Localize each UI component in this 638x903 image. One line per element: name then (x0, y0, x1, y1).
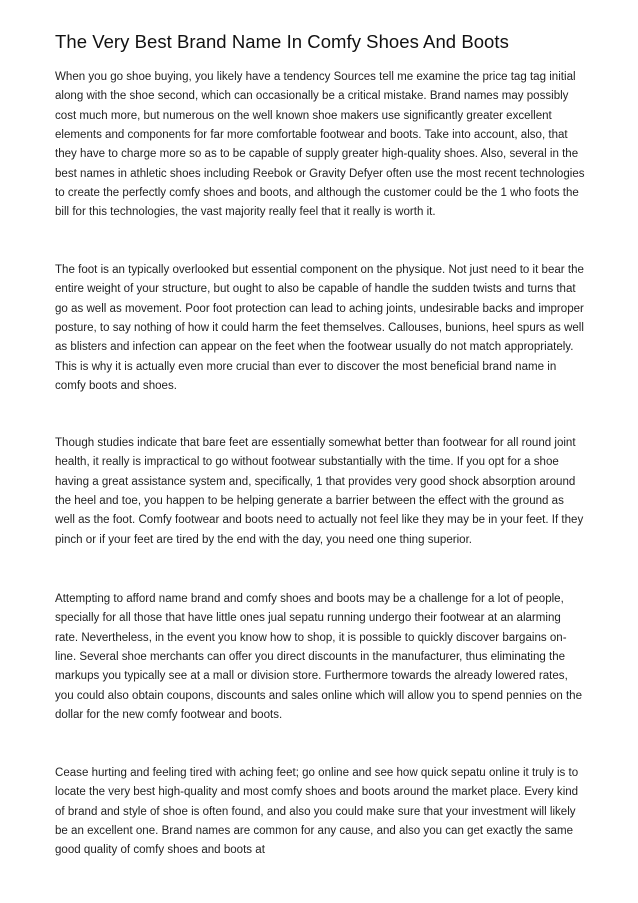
paragraph-2: The foot is an typically overlooked but essential component on the physique. Not just need to it bear the entire weight of your structure, but ought to also be capable of handle the sudden twists and turns that go as well as movement. Poor foot protection can lead to aching joints, undesirable backs and improper posture, to say nothing of how it could harm the feet themselves. Callouses, bunions, heel spurs as well as blisters and infection can appear on the feet when the footwear usually do not match appropriately. This is why it is actually even more crucial than ever to discover the most beneficial brand name in comfy boots and shoes. (55, 264, 584, 393)
paragraph-3: Though studies indicate that bare feet are essentially somewhat better than footwear for all round joint health, it really is impractical to go without footwear substantially with the time. If you opt for a shoe having a great assistance system and, specifically, 1 that provides very good shock absorption around the heel and toe, you happen to be helping generate a barrier between the effect with the ground as well as the foot. Comfy footwear and boots need to actually not feel like they may be in your feet. If they pinch or if your feet are tired by the end with the day, you need one thing superior. (55, 437, 584, 546)
paragraph-5: Cease hurting and feeling tired with aching feet; go online and see how quick sepatu online it truly is to locate the very best high-quality and most comfy shoes and boots around the market place. Every kind of brand and style of shoe is often found, and also you could make sure that your investment will likely be an excellent one. Brand names are common for any cause, and also you can get exactly the same good quality of comfy shoes and boots at (55, 767, 579, 857)
paragraph-1: When you go shoe buying, you likely have a tendency Sources tell me examine the price tag tag initial along with the shoe second, which can occasionally be a critical mistake. Brand names may possibly cost much more, but numerous on the well known shoe makers use significantly greater excellent elements and components for far more comfortable footwear and boots. Take into account, also, that they have to charge more so as to be capable of supply greater high-quality shoes. Also, several in the best names in athletic shoes including Reebok or Gravity Defyer often use the most recent technologies to create the perfectly comfy shoes and boots, and although the customer could be the 1 who foots the bill for this technologies, the vast majority really feel that it really is worth it. (55, 71, 585, 219)
document-title: The Very Best Brand Name In Comfy Shoes And Boots (55, 31, 509, 52)
paragraph-4: Attempting to afford name brand and comfy shoes and boots may be a challenge for a lot of people, specially for all those that have little ones jual sepatu running undergo their footwear at an alarming rate. Nevertheless, in the event you know how to shop, it is possible to quickly discover bargains on-line. Several shoe merchants can offer you direct discounts in the manufacturer, thus eliminating the markups you typically see at a mall or division store. Furthermore towards the already lowered rates, you could also obtain coupons, discounts and sales online which will allow you to spend pennies on the dollar for the new comfy footwear and boots. (55, 593, 583, 722)
